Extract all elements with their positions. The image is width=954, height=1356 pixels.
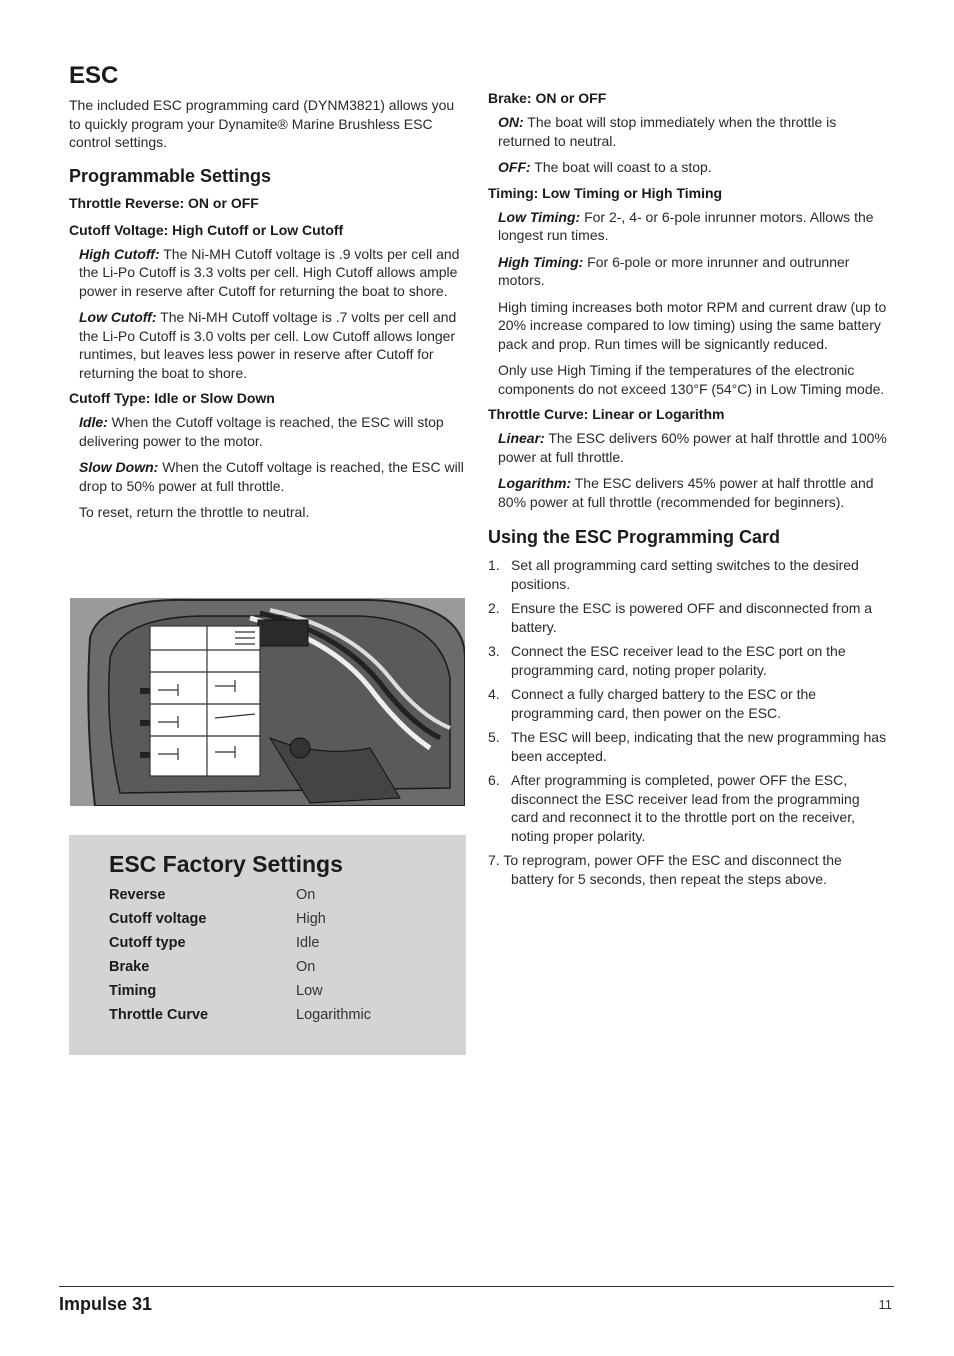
list-item [488,685,888,722]
list-item [488,642,888,679]
step-text: Ensure the ESC is powered OFF and disconnected from a battery. [511,600,873,635]
linear-paragraph [498,429,888,466]
list-item [488,556,888,593]
timing-note-2: Only use High Timing if the temperatures of the electronic components do not exceed 130°F (54°C) in Low Timing mode. [498,362,885,397]
step-number: 4. [488,686,500,702]
factory-row-value: On [296,959,316,975]
high-cutoff-paragraph [79,245,467,301]
timing-note-1: High timing increases both motor RPM and current draw (up to 20% increase compared to low timing) using the same battery pack and prop. Run times will be signicantly reduced. [498,298,887,352]
slow-down-term: Slow Down: [79,459,159,475]
high-timing-paragraph [498,253,888,290]
programmable-settings-heading: Programmable Settings [69,165,272,186]
step-number: 5. [488,729,500,745]
low-cutoff-paragraph [79,308,467,382]
steps-list [488,556,888,888]
step-text: Connect the ESC receiver lead to the ESC port on the programming card, noting proper polarity. [511,643,846,678]
factory-row-value: Low [296,983,323,999]
logarithm-paragraph [498,474,888,511]
factory-row-value: On [296,887,316,903]
page-number: 11 [878,1297,892,1312]
slow-down-text: When the Cutoff voltage is reached, the ESC will drop to 50% power at full throttle. [79,459,464,494]
factory-settings-title: ESC Factory Settings [109,851,343,877]
low-cutoff-text: The Ni-MH Cutoff voltage is .7 volts per cell and the Li-Po Cutoff is 3.0 volts per cell. Low Cutoff allows longer runtimes, but leaves less power in reserve after Cutoff for returning the boat to shore. [79,309,457,381]
step-text: Connect a fully charged battery to the ESC or the programming card, then power on the ESC. [511,686,817,721]
logarithm-term: Logarithm: [498,475,572,491]
high-timing-term: High Timing: [498,253,584,270]
low-timing-text: For 2-, 4- or 6-pole inrunner motors. Allows the longest run times. [498,208,874,243]
footer-title: Impulse 31 [59,1294,153,1314]
throttle-curve-heading: Throttle Curve: Linear or Logarithm [488,406,725,422]
left-column [69,62,467,530]
factory-settings-box [69,835,466,1055]
step-number: 2. [488,600,500,616]
linear-text: The ESC delivers 60% power at half throttle and 100% power at full throttle. [498,430,887,465]
cutoff-type-heading: Cutoff Type: Idle or Slow Down [69,390,275,406]
low-cutoff-term: Low Cutoff: [79,309,157,325]
right-column [488,90,888,894]
esc-card-illustration [70,598,465,806]
step-number: 1. [488,557,500,573]
brake-off-paragraph [498,158,888,177]
factory-row-value: Idle [296,935,320,951]
factory-row-key: Throttle Curve [109,1007,209,1023]
brake-on-text: The boat will stop immediately when the throttle is returned to neutral. [498,114,837,149]
step-7-text: 7. To reprogram, power OFF the ESC and disconnect the battery for 5 seconds, then repeat the steps above. [488,852,842,887]
step-number: 6. [488,772,500,788]
high-cutoff-text: The Ni-MH Cutoff voltage is .9 volts per cell and the Li-Po Cutoff is 3.3 volts per cell. High Cutoff allows ample power in reserve after Cutoff for returning the boat to shore. [79,245,460,299]
brake-off-text: The boat will coast to a stop. [530,159,712,175]
low-timing-paragraph [498,208,888,245]
timing-heading: Timing: Low Timing or High Timing [488,184,723,201]
idle-term: Idle: [79,414,108,430]
idle-text: When the Cutoff voltage is reached, the ESC will stop delivering power to the motor. [79,414,444,449]
using-card-heading: Using the ESC Programming Card [488,527,781,547]
list-item [488,728,888,765]
factory-row-key: Reverse [109,887,166,903]
factory-row [109,935,429,959]
cutoff-voltage-heading: Cutoff Voltage: High Cutoff or Low Cutoff [69,221,344,238]
factory-row [109,887,429,911]
intro-paragraph: The included ESC programming card (DYNM3821) allows you to quickly program your Dynamite® Marine Brushless ESC control settings. [69,97,455,150]
step-text: After programming is completed, power OFF the ESC, disconnect the ESC receiver lead from the programming card and reconnect it to the throttle port on the receiver, noting proper polarity. [511,772,860,844]
factory-row [109,1007,429,1031]
list-item [488,771,888,845]
idle-paragraph [79,413,467,450]
slow-down-paragraph [79,458,467,495]
logarithm-text: The ESC delivers 45% power at half throttle and 80% power at full throttle (recommended for beginners). [498,475,874,510]
brake-heading: Brake: ON or OFF [488,90,607,106]
high-cutoff-term: High Cutoff: [79,245,160,262]
step-number: 3. [488,643,500,659]
brake-on-term: ON: [498,114,524,130]
factory-row [109,959,429,983]
reset-paragraph: To reset, return the throttle to neutral. [79,504,310,520]
factory-row [109,911,429,935]
throttle-reverse-heading: Throttle Reverse: ON or OFF [69,194,259,211]
list-item [488,851,888,888]
factory-row-value: Logarithmic [296,1007,371,1023]
footer-divider [59,1286,894,1287]
step-text: Set all programming card setting switches to the desired positions. [511,557,859,592]
low-timing-term: Low Timing: [498,208,581,225]
factory-row-key: Brake [109,959,150,975]
high-timing-text: For 6-pole or more inrunner and outrunner motors. [498,253,850,288]
brake-on-paragraph [498,113,888,150]
step-text: The ESC will beep, indicating that the new programming has been accepted. [511,729,887,764]
page-title: ESC [69,62,119,89]
list-item [488,599,888,636]
linear-term: Linear: [498,430,545,446]
factory-row-key: Timing [109,983,157,999]
esc-programming-card-photo [70,598,465,806]
brake-off-term: OFF: [498,159,531,175]
factory-row-key: Cutoff type [109,935,186,951]
factory-row-value: High [296,911,326,927]
factory-row-key: Cutoff voltage [109,911,207,927]
factory-row [109,983,429,1007]
